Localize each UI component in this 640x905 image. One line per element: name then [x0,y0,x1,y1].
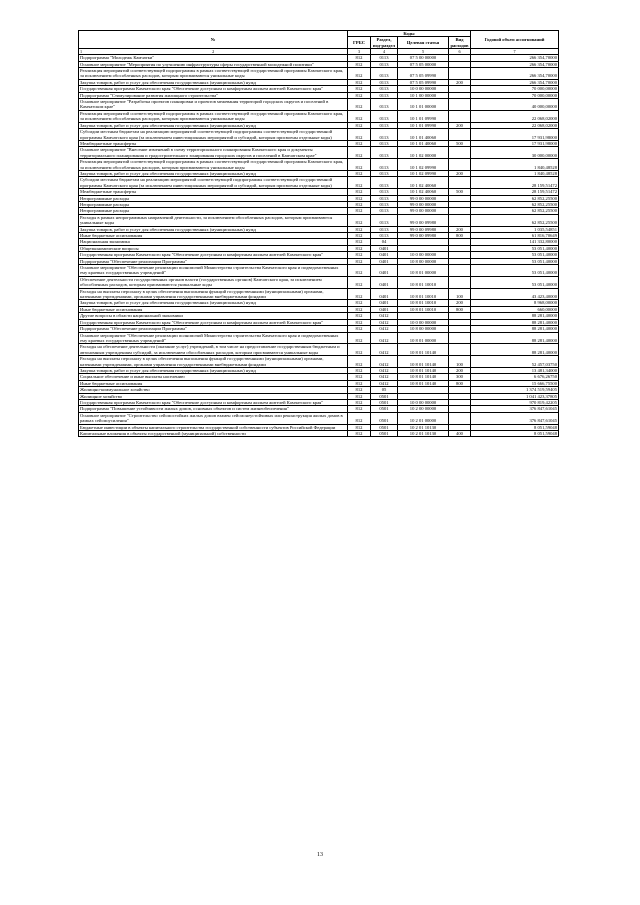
row-section: 0501 [371,406,398,412]
table-row [79,356,559,368]
row-name: Подпрограмма "Молодежь Камчатки" [79,55,348,61]
row-exp-type: 800 [449,380,471,386]
row-grbs: 812 [348,367,371,373]
index-cell: 2 [212,49,215,55]
row-grbs: 812 [348,110,371,122]
row-grbs: 812 [348,177,371,189]
row-name: Основное мероприятие "Мероприятия по улучшению инфраструктуры сферы государственной молодежной политики" [79,61,348,67]
row-name: Основное мероприятие "Строительство сейсмостойких жилых домов взамен сейсмонеустойчивых или реконструкция жилых домов в рамках сейсмоусиления" [79,412,348,424]
row-section: 0113 [371,170,398,176]
row-exp-type: 200 [449,367,471,373]
row-section: 0113 [371,195,398,201]
row-grbs: 812 [348,276,371,288]
row-exp-type [449,412,471,424]
table-row [79,332,559,344]
row-grbs: 812 [348,431,371,437]
row-section: 0113 [371,92,398,98]
row-section: 0113 [371,110,398,122]
row-section: 0113 [371,201,398,207]
row-grbs: 812 [348,424,371,430]
row-section: 0113 [371,159,398,171]
row-exp-type: 200 [449,122,471,128]
header-volume: Годовой объем ассигнований [471,31,559,49]
row-name: Субсидии местным бюджетам на реализацию мероприятий соответствующей подпрограммы соответствующей государственной программы Камчатского края (за исключением инвестиционных мероприятий и субсидий, которым присвоены отдельные коды) [79,129,348,141]
row-grbs: 812 [348,387,371,393]
row-section: 0412 [371,380,398,386]
table-row [79,159,559,171]
table-row [79,177,559,189]
row-section: 0113 [371,129,398,141]
row-exp-type [449,276,471,288]
row-section: 0113 [371,208,398,214]
row-target: 99 0 00 00000 [398,195,449,201]
row-amount: 1 374 519,59405 [471,387,559,393]
row-grbs: 812 [348,393,371,399]
row-target: 99 0 00 00000 [398,201,449,207]
row-grbs: 812 [348,313,371,319]
row-grbs: 812 [348,140,371,146]
row-grbs: 812 [348,406,371,412]
header-grbs: ГРБС [348,37,371,49]
row-name: Межбюджетные трансферты [79,189,348,195]
row-exp-type [449,129,471,141]
row-exp-type: 100 [449,356,471,368]
row-grbs: 812 [348,306,371,312]
row-target: 99 0 00 09980 [398,226,449,232]
row-target: 10 2 00 00000 [398,406,449,412]
row-grbs: 812 [348,319,371,325]
row-target: 07 5 05 00000 [398,61,449,67]
row-name: Непрограммные расходы [79,208,348,214]
row-amount: 43 423,40000 [471,288,559,300]
row-target: 10 1 01 40060 [398,129,449,141]
row-amount: 28 159,51472 [471,177,559,189]
row-target: 10 8 01 00000 [398,332,449,344]
row-amount: 141 332,80000 [471,239,559,245]
row-name: Закупка товаров, работ и услуг для обеспечения государственных (муниципальных) нужд [79,122,348,128]
row-target: 10 1 01 40060 [398,140,449,146]
row-grbs: 812 [348,68,371,80]
row-target: 10 0 00 00000 [398,86,449,92]
row-section: 0113 [371,214,398,226]
row-name: Расходы на выплаты персоналу в целях обеспечения выполнения функций государственными (муниципальными) органами, казенными учреждениями, органами управления государственными внебюджетными фондами [79,288,348,300]
row-exp-type: 200 [449,300,471,306]
row-amount: 88 281,40000 [471,326,559,332]
row-name: Иные бюджетные ассигнования [79,380,348,386]
row-amount: 40 000,00000 [471,99,559,111]
row-exp-type [449,99,471,111]
table-row [79,147,559,159]
row-name: Непрограммные расходы [79,201,348,207]
row-amount: 17 931,98000 [471,140,559,146]
row-amount: 53 051,40000 [471,258,559,264]
row-amount: 8 968,00000 [471,300,559,306]
row-exp-type: 200 [449,170,471,176]
row-name: Основное мероприятие "Внесение изменений в схему территориального планирования Камчатского края и документы территориального планирования и градостроительного зонирования городских округов и поселений в Камчатском крае" [79,147,348,159]
row-name: Государственная программа Камчатского края "Обеспечение доступным и комфортным жильем жителей Камчатского края" [79,319,348,325]
row-grbs: 812 [348,239,371,245]
row-exp-type: 500 [449,140,471,146]
budget-table [78,30,559,437]
row-target: 10 1 01 00000 [398,99,449,111]
header-section: Раздел, под-раздел [371,37,398,49]
row-exp-type [449,147,471,159]
row-amount: 52 457,03750 [471,356,559,368]
row-name: Закупка товаров, работ и услуг для обеспечения государственных (муниципальных) нужд [79,367,348,373]
row-section: 0113 [371,55,398,61]
row-grbs: 812 [348,344,371,356]
row-target: 10 8 01 10140 [398,374,449,380]
row-grbs: 812 [348,332,371,344]
row-target: 10 1 02 09990 [398,170,449,176]
row-name: Обеспечение деятельности государственных органов власти (государственных органов) Камчатского края, за исключением обособленных расходов, которым присваиваются уникальные коды [79,276,348,288]
row-amount: 970 819,42205 [471,399,559,405]
row-exp-type: 100 [449,288,471,300]
row-target: 10 1 02 40060 [398,189,449,195]
row-grbs: 812 [348,214,371,226]
row-amount: 53 051,40000 [471,265,559,277]
row-grbs: 812 [348,86,371,92]
row-name: Иные бюджетные ассигнования [79,306,348,312]
row-name: Подпрограмма "Стимулирование развития жилищного строительства" [79,92,348,98]
row-section: 0113 [371,140,398,146]
row-amount: 8 051,59048 [471,431,559,437]
page-number: 13 [317,852,323,858]
row-name: Закупка товаров, работ и услуг для обеспечения государственных (муниципальных) нужд [79,226,348,232]
row-amount: 62 852,25500 [471,201,559,207]
row-grbs: 812 [348,252,371,258]
row-grbs: 812 [348,189,371,195]
table-body [79,49,559,437]
row-name: Непрограммные расходы [79,195,348,201]
row-grbs: 812 [348,122,371,128]
row-amount: 28 159,51472 [471,189,559,195]
header-exp-type: Вид расходов [450,37,469,48]
row-amount: 22 068,02000 [471,110,559,122]
table-row [79,129,559,141]
header-target: Целевая статья [398,37,449,49]
row-target: 10 1 02 09990 [398,159,449,171]
row-section: 0412 [371,332,398,344]
row-exp-type: 200 [449,79,471,85]
row-grbs: 812 [348,61,371,67]
table-row [79,344,559,356]
row-section: 0501 [371,393,398,399]
row-name: Капитальные вложения в объекты государственной (муниципальной) собственности [79,431,348,437]
row-exp-type [449,177,471,189]
row-name: Реализация мероприятий соответствующей подпрограммы в рамках соответствующей государственной программы Камчатского края, за исключением обособленных расходов, которым присваиваются уникальные коды [79,159,348,171]
table-row [79,276,559,288]
row-amount: 660,00000 [471,306,559,312]
row-exp-type: 200 [449,226,471,232]
row-name: Подпрограмма "Обеспечение реализации Программы" [79,326,348,332]
row-grbs: 812 [348,147,371,159]
row-section: 0501 [371,424,398,430]
index-cell: 7 [471,49,559,55]
row-name: Подпрограмма "Обеспечение реализации Программы" [79,258,348,264]
row-name: Закупка товаров, работ и услуг для обеспечения государственных (муниципальных) нужд [79,170,348,176]
row-target: 99 0 00 09980 [398,214,449,226]
row-amount: 266 354,70000 [471,61,559,67]
row-amount: 53 051,40000 [471,276,559,288]
row-amount: 15 666,75500 [471,380,559,386]
row-name: Расходы на выплаты персоналу в целях обеспечения выполнения функций государственными (муниципальными) органами, казенными учреждениями, органами управления государственными внебюджетными фондами [79,356,348,368]
row-amount: 13 481,34000 [471,367,559,373]
header-codes: Коды [348,31,471,37]
row-name: Государственная программа Камчатского края "Обеспечение доступным и комфортным жильем жителей Камчатского края" [79,252,348,258]
row-amount: 61 816,70649 [471,233,559,239]
row-name: Межбюджетные трансферты [79,140,348,146]
row-grbs: 812 [348,399,371,405]
row-name: Расходы в рамках непрограммных направлений деятельности, за исключением обособленных расходов, которым присваиваются уникальные коды [79,214,348,226]
row-section: 0401 [371,276,398,288]
row-grbs: 812 [348,208,371,214]
table-row [79,110,559,122]
row-amount: 6 676,26750 [471,374,559,380]
row-grbs: 812 [348,226,371,232]
row-amount: 376 847,61045 [471,412,559,424]
row-name: Подпрограмма "Повышение устойчивости жилых домов, основных объектов и систем жизнеобеспечения" [79,406,348,412]
row-amount: 1 035,54851 [471,226,559,232]
row-grbs: 812 [348,265,371,277]
row-exp-type [449,110,471,122]
row-section: 0113 [371,68,398,80]
table-row [79,431,559,437]
row-grbs: 812 [348,159,371,171]
row-section: 0401 [371,245,398,251]
index-cell: 4 [371,49,398,55]
row-section: 0113 [371,99,398,111]
row-target: 07 5 05 09990 [398,68,449,80]
row-target: 10 0 00 00000 [398,399,449,405]
row-target: 10 8 01 10140 [398,344,449,356]
row-grbs: 812 [348,412,371,424]
row-section: 0412 [371,356,398,368]
row-exp-type [449,265,471,277]
row-exp-type: 300 [449,374,471,380]
row-target: 99 0 00 09980 [398,233,449,239]
row-section: 0113 [371,177,398,189]
row-target: 10 2 01 10130 [398,424,449,430]
header-row-1 [79,31,559,37]
row-name: Реализация мероприятий соответствующей подпрограммы в рамках соответствующей государственной программы Камчатского края, за исключением обособленных расходов, которым присваиваются уникальные коды [79,110,348,122]
row-section: 0113 [371,233,398,239]
row-section: 0401 [371,258,398,264]
row-section: 0412 [371,344,398,356]
row-grbs: 812 [348,374,371,380]
row-name: Общеэкономические вопросы [79,245,348,251]
row-grbs: 812 [348,92,371,98]
header-number: № [79,31,348,49]
row-section: 0401 [371,265,398,277]
row-section: 0113 [371,122,398,128]
row-section: 0412 [371,367,398,373]
row-amount: 8 051,59048 [471,424,559,430]
table-row [79,99,559,111]
row-amount: 62 852,25500 [471,214,559,226]
row-amount: 62 852,25500 [471,208,559,214]
row-section: 0412 [371,374,398,380]
row-section: 04 [371,239,398,245]
row-name: Бюджетные инвестиции в объекты капитального строительства государственной собственности субъектов Российской Федерации [79,424,348,430]
row-section: 0113 [371,226,398,232]
row-grbs: 812 [348,55,371,61]
row-amount: 88 281,40000 [471,332,559,344]
row-target: 10 8 00 00000 [398,258,449,264]
row-grbs: 812 [348,300,371,306]
row-section: 0113 [371,147,398,159]
row-target: 10 1 01 09990 [398,110,449,122]
row-amount: 88 281,40000 [471,319,559,325]
row-grbs: 812 [348,380,371,386]
row-target: 10 8 01 10140 [398,380,449,386]
row-target: 10 0 00 00000 [398,319,449,325]
row-target: 99 0 00 00000 [398,208,449,214]
row-target: 07 5 05 09990 [398,79,449,85]
row-grbs: 812 [348,129,371,141]
row-name: Социальное обеспечение и иные выплаты населению [79,374,348,380]
row-section: 0113 [371,61,398,67]
row-target: 10 8 01 10140 [398,356,449,368]
table-row [79,288,559,300]
row-amount: 70 000,00000 [471,86,559,92]
index-cell: 3 [348,49,371,55]
row-name: Основное мероприятие "Обеспечение реализации полномочий Министерства строительства Камчатского края и подведомственных ему краевых государственных учреждений" [79,265,348,277]
row-section: 0501 [371,412,398,424]
row-name: Национальная экономика [79,239,348,245]
table-row [79,214,559,226]
row-amount: 88 281,40000 [471,313,559,319]
table-row [79,68,559,80]
row-section: 05 [371,387,398,393]
row-target: 10 8 00 00000 [398,326,449,332]
row-name: Основное мероприятие "Обеспечение реализации полномочий Министерства строительства Камчатского края и подведомственных ему краевых государственных учреждений" [79,332,348,344]
row-name: Жилищное хозяйство [79,393,348,399]
index-cell: 5 [398,49,449,55]
row-amount: 17 931,98000 [471,129,559,141]
row-amount: 30 000,00000 [471,147,559,159]
row-grbs: 812 [348,326,371,332]
row-amount: 1 840,48528 [471,159,559,171]
row-amount: 53 051,40000 [471,252,559,258]
row-grbs: 812 [348,170,371,176]
row-target: 10 1 02 40060 [398,177,449,189]
index-cell: 6 [449,49,471,55]
row-name: Основное мероприятие "Разработка проектов планировки и проектов межевания территорий городских округов и поселений в Камчатском крае" [79,99,348,111]
row-section: 0501 [371,399,398,405]
row-grbs: 812 [348,195,371,201]
row-section: 0113 [371,86,398,92]
row-grbs: 812 [348,356,371,368]
row-amount: 266 354,70000 [471,68,559,80]
row-exp-type [449,68,471,80]
row-section: 0401 [371,288,398,300]
row-grbs: 812 [348,79,371,85]
row-grbs: 812 [348,201,371,207]
row-target: 10 2 01 10130 [398,431,449,437]
row-name: Другие вопросы в области национальной экономики [79,313,348,319]
row-name: Закупка товаров, работ и услуг для обеспечения государственных (муниципальных) нужд [79,79,348,85]
row-amount: 70 000,00000 [471,92,559,98]
row-grbs: 812 [348,233,371,239]
row-name: Реализация мероприятий соответствующей подпрограммы в рамках соответствующей государственной программы Камчатского края, за исключением обособленных расходов, которым присваиваются уникальные коды [79,68,348,80]
row-exp-type [449,344,471,356]
row-grbs: 812 [348,99,371,111]
row-exp-type: 800 [449,233,471,239]
row-amount: 266 354,70000 [471,79,559,85]
row-name: Расходы на обеспечение деятельности (оказание услуг) учреждений, в том числе на предоставление государственным бюджетным и автономным учреждениям субсидий, за исключением обособленных расходов, которым присваиваются уникальные коды [79,344,348,356]
row-grbs: 812 [348,245,371,251]
row-target: 10 0 00 00000 [398,252,449,258]
row-name: Субсидии местным бюджетам на реализацию мероприятий соответствующей подпрограммы соответствующей государственной программы Камчатского края (за исключением инвестиционных мероприятий и субсидий, которым присвоены отдельные коды) [79,177,348,189]
row-target: 10 1 02 00000 [398,147,449,159]
row-target: 07 5 00 00000 [398,55,449,61]
row-amount: 53 051,40000 [471,245,559,251]
row-section: 0412 [371,319,398,325]
row-name: Государственная программа Камчатского края "Обеспечение доступным и комфортным жильем жителей Камчатского края" [79,86,348,92]
row-section: 0401 [371,252,398,258]
row-target: 10 8 01 00000 [398,265,449,277]
row-target: 10 8 01 10010 [398,300,449,306]
row-target: 10 8 01 10010 [398,276,449,288]
row-section: 0113 [371,189,398,195]
budget-table-sheet [78,30,558,437]
row-section: 0401 [371,306,398,312]
row-name: Закупка товаров, работ и услуг для обеспечения государственных (муниципальных) нужд [79,300,348,306]
row-name: Иные бюджетные ассигнования [79,233,348,239]
row-target: 10 1 00 00000 [398,92,449,98]
table-row [79,265,559,277]
row-amount: 266 354,70000 [471,55,559,61]
row-section: 0401 [371,300,398,306]
row-target: 10 8 01 10010 [398,306,449,312]
row-amount: 376 847,61045 [471,406,559,412]
row-target: 10 1 01 09990 [398,122,449,128]
row-name: Жилищно-коммунальное хозяйство [79,387,348,393]
row-exp-type: 500 [449,189,471,195]
row-section: 0113 [371,79,398,85]
row-exp-type: 800 [449,306,471,312]
row-section: 0501 [371,431,398,437]
row-target: 10 8 01 10140 [398,367,449,373]
row-grbs: 812 [348,288,371,300]
row-amount: 1 041 423,37805 [471,393,559,399]
row-exp-type [449,159,471,171]
row-section: 0412 [371,313,398,319]
row-exp-type [449,214,471,226]
row-section: 0412 [371,326,398,332]
table-row [79,412,559,424]
index-cell: 1 2 [79,49,348,55]
row-name: Государственная программа Камчатского края "Обеспечение доступным и комфортным жильем жителей Камчатского края" [79,399,348,405]
row-amount: 1 840,48528 [471,170,559,176]
row-target: 10 2 01 00000 [398,412,449,424]
row-exp-type [449,332,471,344]
row-target: 10 8 01 10010 [398,288,449,300]
row-exp-type: 400 [449,431,471,437]
row-grbs: 812 [348,258,371,264]
row-amount: 62 852,25500 [471,195,559,201]
row-amount: 22 068,02000 [471,122,559,128]
row-amount: 88 281,40000 [471,344,559,356]
